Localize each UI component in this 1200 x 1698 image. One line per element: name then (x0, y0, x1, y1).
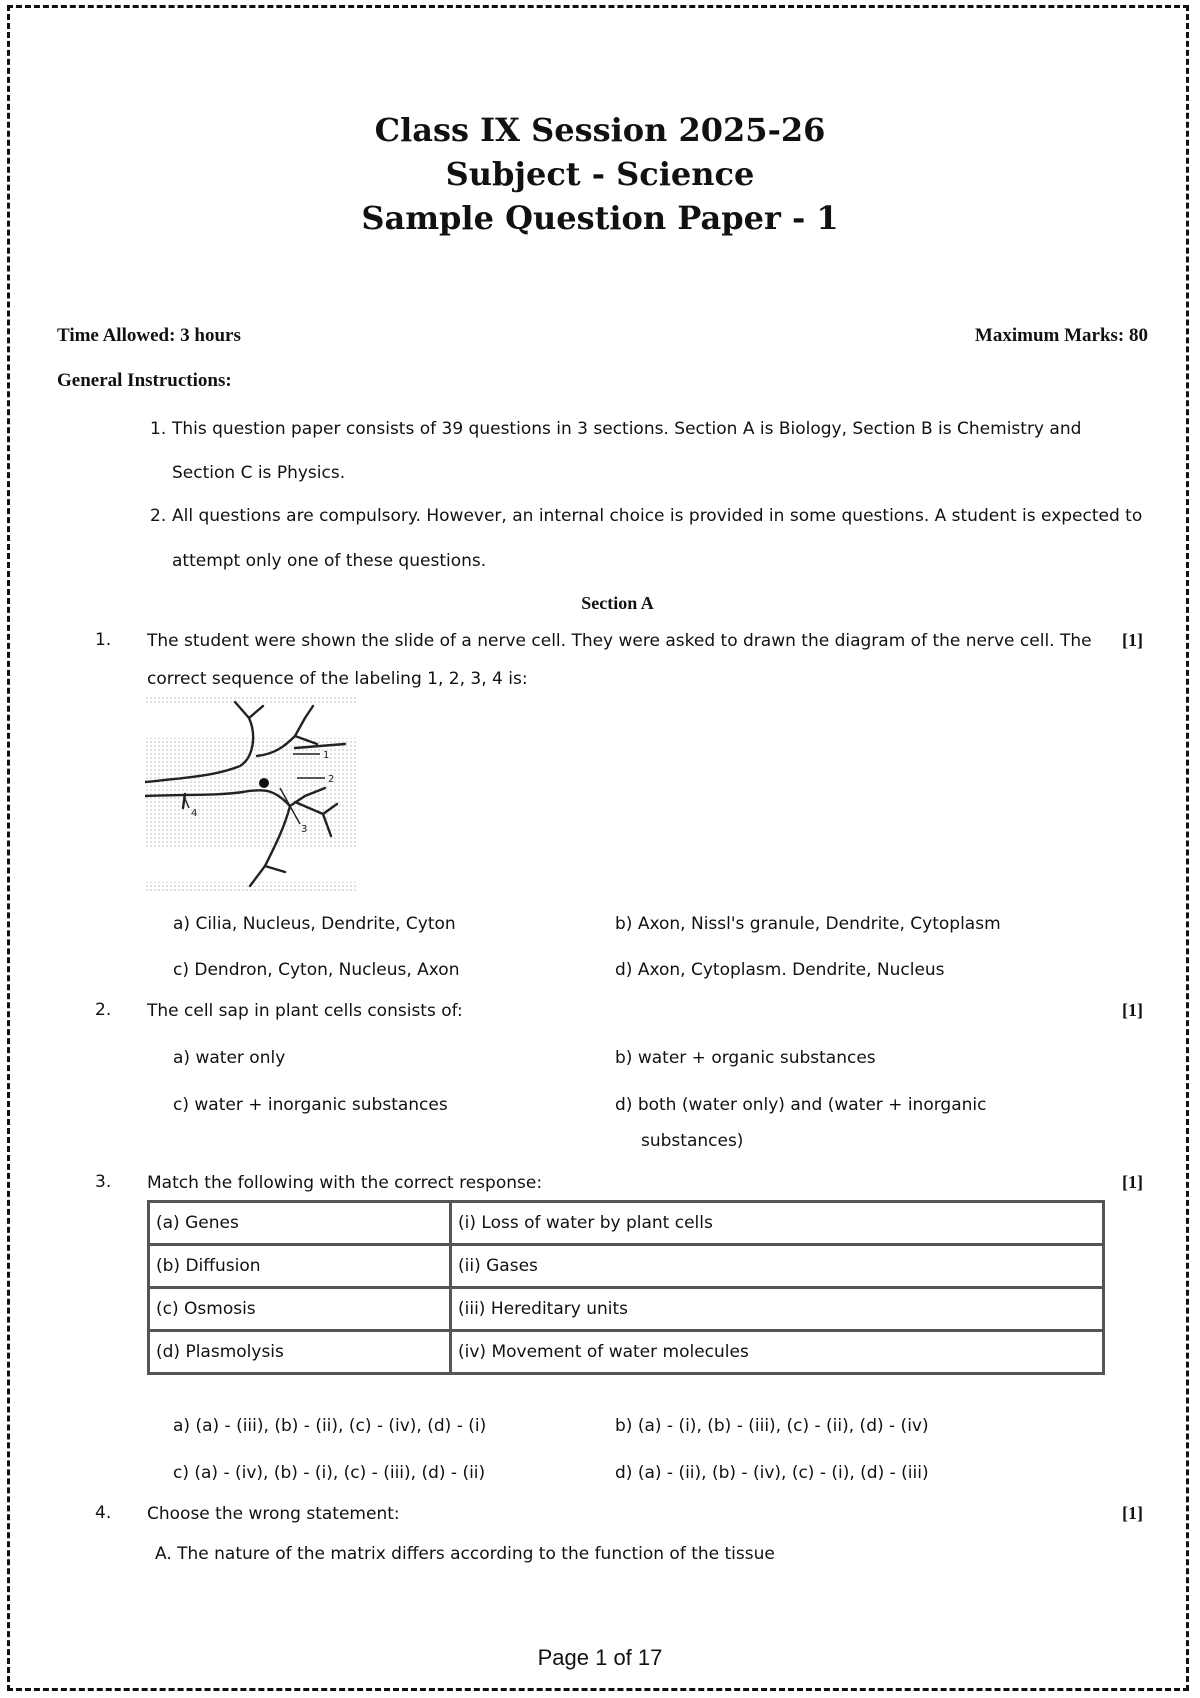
question-3-option-b[interactable]: b) (a) - (i), (b) - (iii), (c) - (ii), (d) - (iv) (615, 1416, 929, 1436)
table-cell: (ii) Gases (451, 1245, 1104, 1288)
question-3-option-d[interactable]: d) (a) - (ii), (b) - (iv), (c) - (i), (d) - (iii) (615, 1463, 929, 1483)
paper-subject-title: Subject - Science (445, 155, 755, 193)
question-1-text-line1: The student were shown the slide of a nerve cell. They were asked to drawn the diagram of the nerve cell. The (147, 631, 1092, 651)
diagram-label-1: 1 (323, 750, 330, 761)
question-2-option-c[interactable]: c) water + inorganic substances (173, 1095, 448, 1115)
question-2-option-b[interactable]: b) water + organic substances (615, 1048, 876, 1068)
question-2-option-d[interactable]: d) both (water only) and (water + inorganic (615, 1095, 987, 1115)
question-4-statement-a: A. The nature of the matrix differs according to the function of the tissue (155, 1544, 775, 1564)
table-cell: (b) Diffusion (149, 1245, 451, 1288)
instruction-1-number: 1. (150, 419, 167, 439)
question-3-option-a[interactable]: a) (a) - (iii), (b) - (ii), (c) - (iv), (d) - (i) (173, 1416, 487, 1436)
page-number: Page 1 of 17 (537, 1645, 663, 1670)
paper-class-title: Class IX Session 2025-26 (374, 111, 826, 149)
table-cell: (iii) Hereditary units (451, 1288, 1104, 1331)
question-2-number: 2. (95, 1000, 112, 1020)
question-1-option-c[interactable]: c) Dendron, Cyton, Nucleus, Axon (173, 960, 460, 980)
question-1-option-b[interactable]: b) Axon, Nissl's granule, Dendrite, Cytoplasm (615, 914, 1001, 934)
instruction-2-line2: attempt only one of these questions. (172, 551, 487, 571)
question-3-number: 3. (95, 1172, 112, 1192)
question-2-option-a[interactable]: a) water only (173, 1048, 286, 1068)
question-4-number: 4. (95, 1503, 112, 1523)
section-a-heading: Section A (581, 593, 654, 613)
question-1-option-a[interactable]: a) Cilia, Nucleus, Dendrite, Cyton (173, 914, 456, 934)
question-1-number: 1. (95, 630, 112, 650)
table-row (149, 1331, 1104, 1374)
question-3-marks: [1] (1122, 1172, 1143, 1192)
table-cell: (iv) Movement of water molecules (451, 1331, 1104, 1374)
instruction-2-number: 2. (150, 506, 167, 526)
time-allowed: Time Allowed: 3 hours (57, 325, 241, 346)
table-cell: (a) Genes (149, 1202, 451, 1245)
question-4-text: Choose the wrong statement: (147, 1504, 400, 1524)
question-4-marks: [1] (1122, 1503, 1143, 1523)
paper-name-title: Sample Question Paper - 1 (361, 199, 839, 237)
instruction-2-line1: All questions are compulsory. However, an internal choice is provided in some questions. A student is expected to (172, 506, 1143, 526)
question-2-option-d-continued: substances) (641, 1131, 744, 1151)
question-3-option-c[interactable]: c) (a) - (iv), (b) - (i), (c) - (iii), (d) - (ii) (173, 1463, 486, 1483)
diagram-label-3: 3 (301, 824, 308, 835)
instruction-1-line2: Section C is Physics. (172, 463, 346, 483)
question-1-text-line2: correct sequence of the labeling 1, 2, 3, 4 is: (147, 669, 528, 689)
nerve-cell-diagram (145, 696, 357, 892)
question-2-marks: [1] (1122, 1000, 1143, 1020)
table-cell: (i) Loss of water by plant cells (451, 1202, 1104, 1245)
table-row (149, 1288, 1104, 1331)
table-row (149, 1245, 1104, 1288)
table-cell: (d) Plasmolysis (149, 1331, 451, 1374)
table-cell: (c) Osmosis (149, 1288, 451, 1331)
diagram-label-2: 2 (328, 774, 335, 785)
maximum-marks: Maximum Marks: 80 (974, 325, 1148, 346)
table-row (149, 1202, 1104, 1245)
question-1-option-d[interactable]: d) Axon, Cytoplasm. Dendrite, Nucleus (615, 960, 945, 980)
question-2-text: The cell sap in plant cells consists of: (147, 1001, 463, 1021)
general-instructions-heading: General Instructions: (57, 370, 232, 391)
match-table (147, 1200, 1105, 1375)
question-3-text: Match the following with the correct response: (147, 1173, 543, 1193)
diagram-label-4: 4 (191, 808, 198, 819)
instruction-1-line1: This question paper consists of 39 questions in 3 sections. Section A is Biology, Section B is Chemistry and (172, 419, 1082, 439)
question-1-marks: [1] (1122, 630, 1143, 650)
